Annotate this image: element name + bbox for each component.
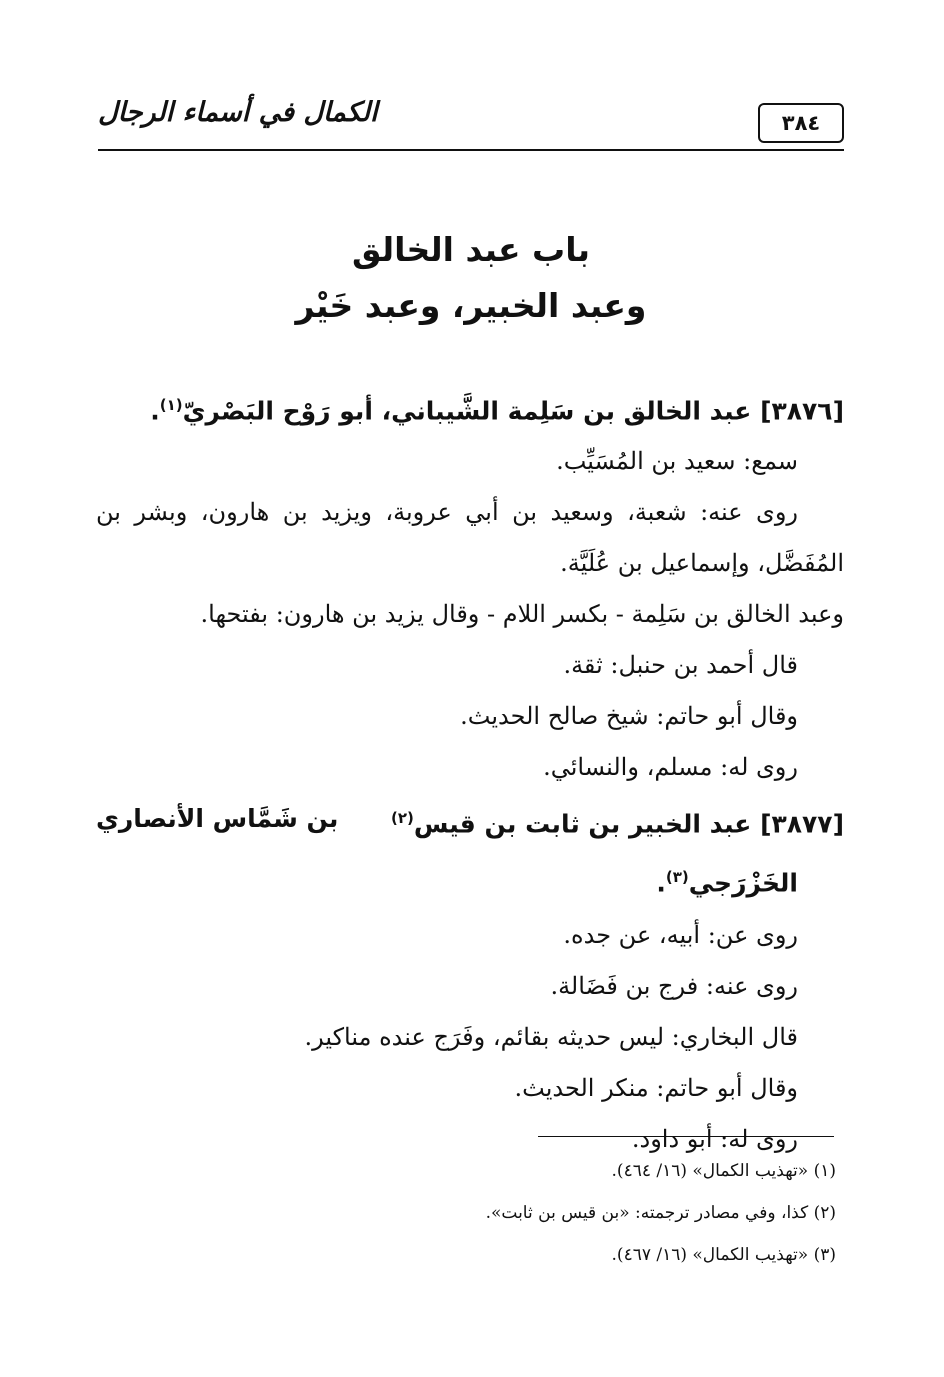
entry-line: قال البخاري: ليس حديثه بقائم، وفَرَج عنده مناكير. [304, 1022, 798, 1051]
header-divider [98, 149, 844, 151]
entry-line: سمع: سعيد بن المُسَيِّب. [556, 447, 798, 476]
book-title: الكمال في أسماء الرجال [98, 97, 378, 128]
entry-line: وقال أبو حاتم: شيخ صالح الحديث. [460, 702, 798, 731]
entry-heading-3877: [٣٨٧٧] عبد الخبير بن ثابت بن قيس$^{(٢)}$ بن شَمَّاس الأنصاري [96, 804, 844, 839]
entry-line: روى له: أبو داود. [631, 1124, 798, 1153]
footnote-ref: (٢) [391, 809, 414, 828]
entry-heading-3877-cont: الخَزْرَجي$^{(٣)}$. [656, 867, 798, 897]
entry-line: قال أحمد بن حنبل: ثقة. [563, 651, 798, 680]
entry-line: المُفَضَّل، وإسماعيل بن عُلَيَّة. [560, 549, 844, 578]
entry-line: وقال أبو حاتم: منكر الحديث. [514, 1073, 798, 1102]
footnote-3: (٣) «تهذيب الكمال» (١٦/ ٤٦٧). [611, 1245, 836, 1265]
chapter-title-line-1: باب عبد الخالق [351, 230, 590, 269]
body-text [96, 380, 844, 1165]
footnote-2: (٢) كذا، وفي مصادر ترجمته: «بن قيس بن ثابت». [485, 1203, 836, 1223]
page-number: ٣٨٤ [758, 103, 844, 143]
entry-line: روى عنه: فرج بن فَضَالة. [550, 971, 798, 1000]
entry-line: وعبد الخالق بن سَلِمة - بكسر اللام - وقال يزيد بن هارون: بفتحها. [200, 600, 844, 629]
entry-line: روى عن: أبيه، عن جده. [563, 920, 798, 949]
chapter-heading [98, 222, 844, 334]
footnote-divider [538, 1136, 834, 1137]
entry-line: روى عنه: شعبة، وسعيد بن أبي عروبة، ويزيد بن هارون، وبشر بن [96, 498, 798, 527]
footnote-ref: (٣) [665, 867, 689, 886]
entry-line: روى له: مسلم، والنسائي. [543, 753, 798, 782]
chapter-title-line-2: وعبد الخبير، وعبد خَيْر [295, 286, 647, 325]
footnote-ref: (١) [159, 396, 183, 414]
entry-heading-3876: [٣٨٧٦] عبد الخالق بن سَلِمة الشَّيباني، أبو رَوْح البَصْريّ$^{(١)}$. [150, 396, 844, 426]
footnotes [96, 1150, 836, 1276]
page-header [98, 95, 844, 151]
footnote-1: (١) «تهذيب الكمال» (١٦/ ٤٦٤). [611, 1161, 836, 1181]
